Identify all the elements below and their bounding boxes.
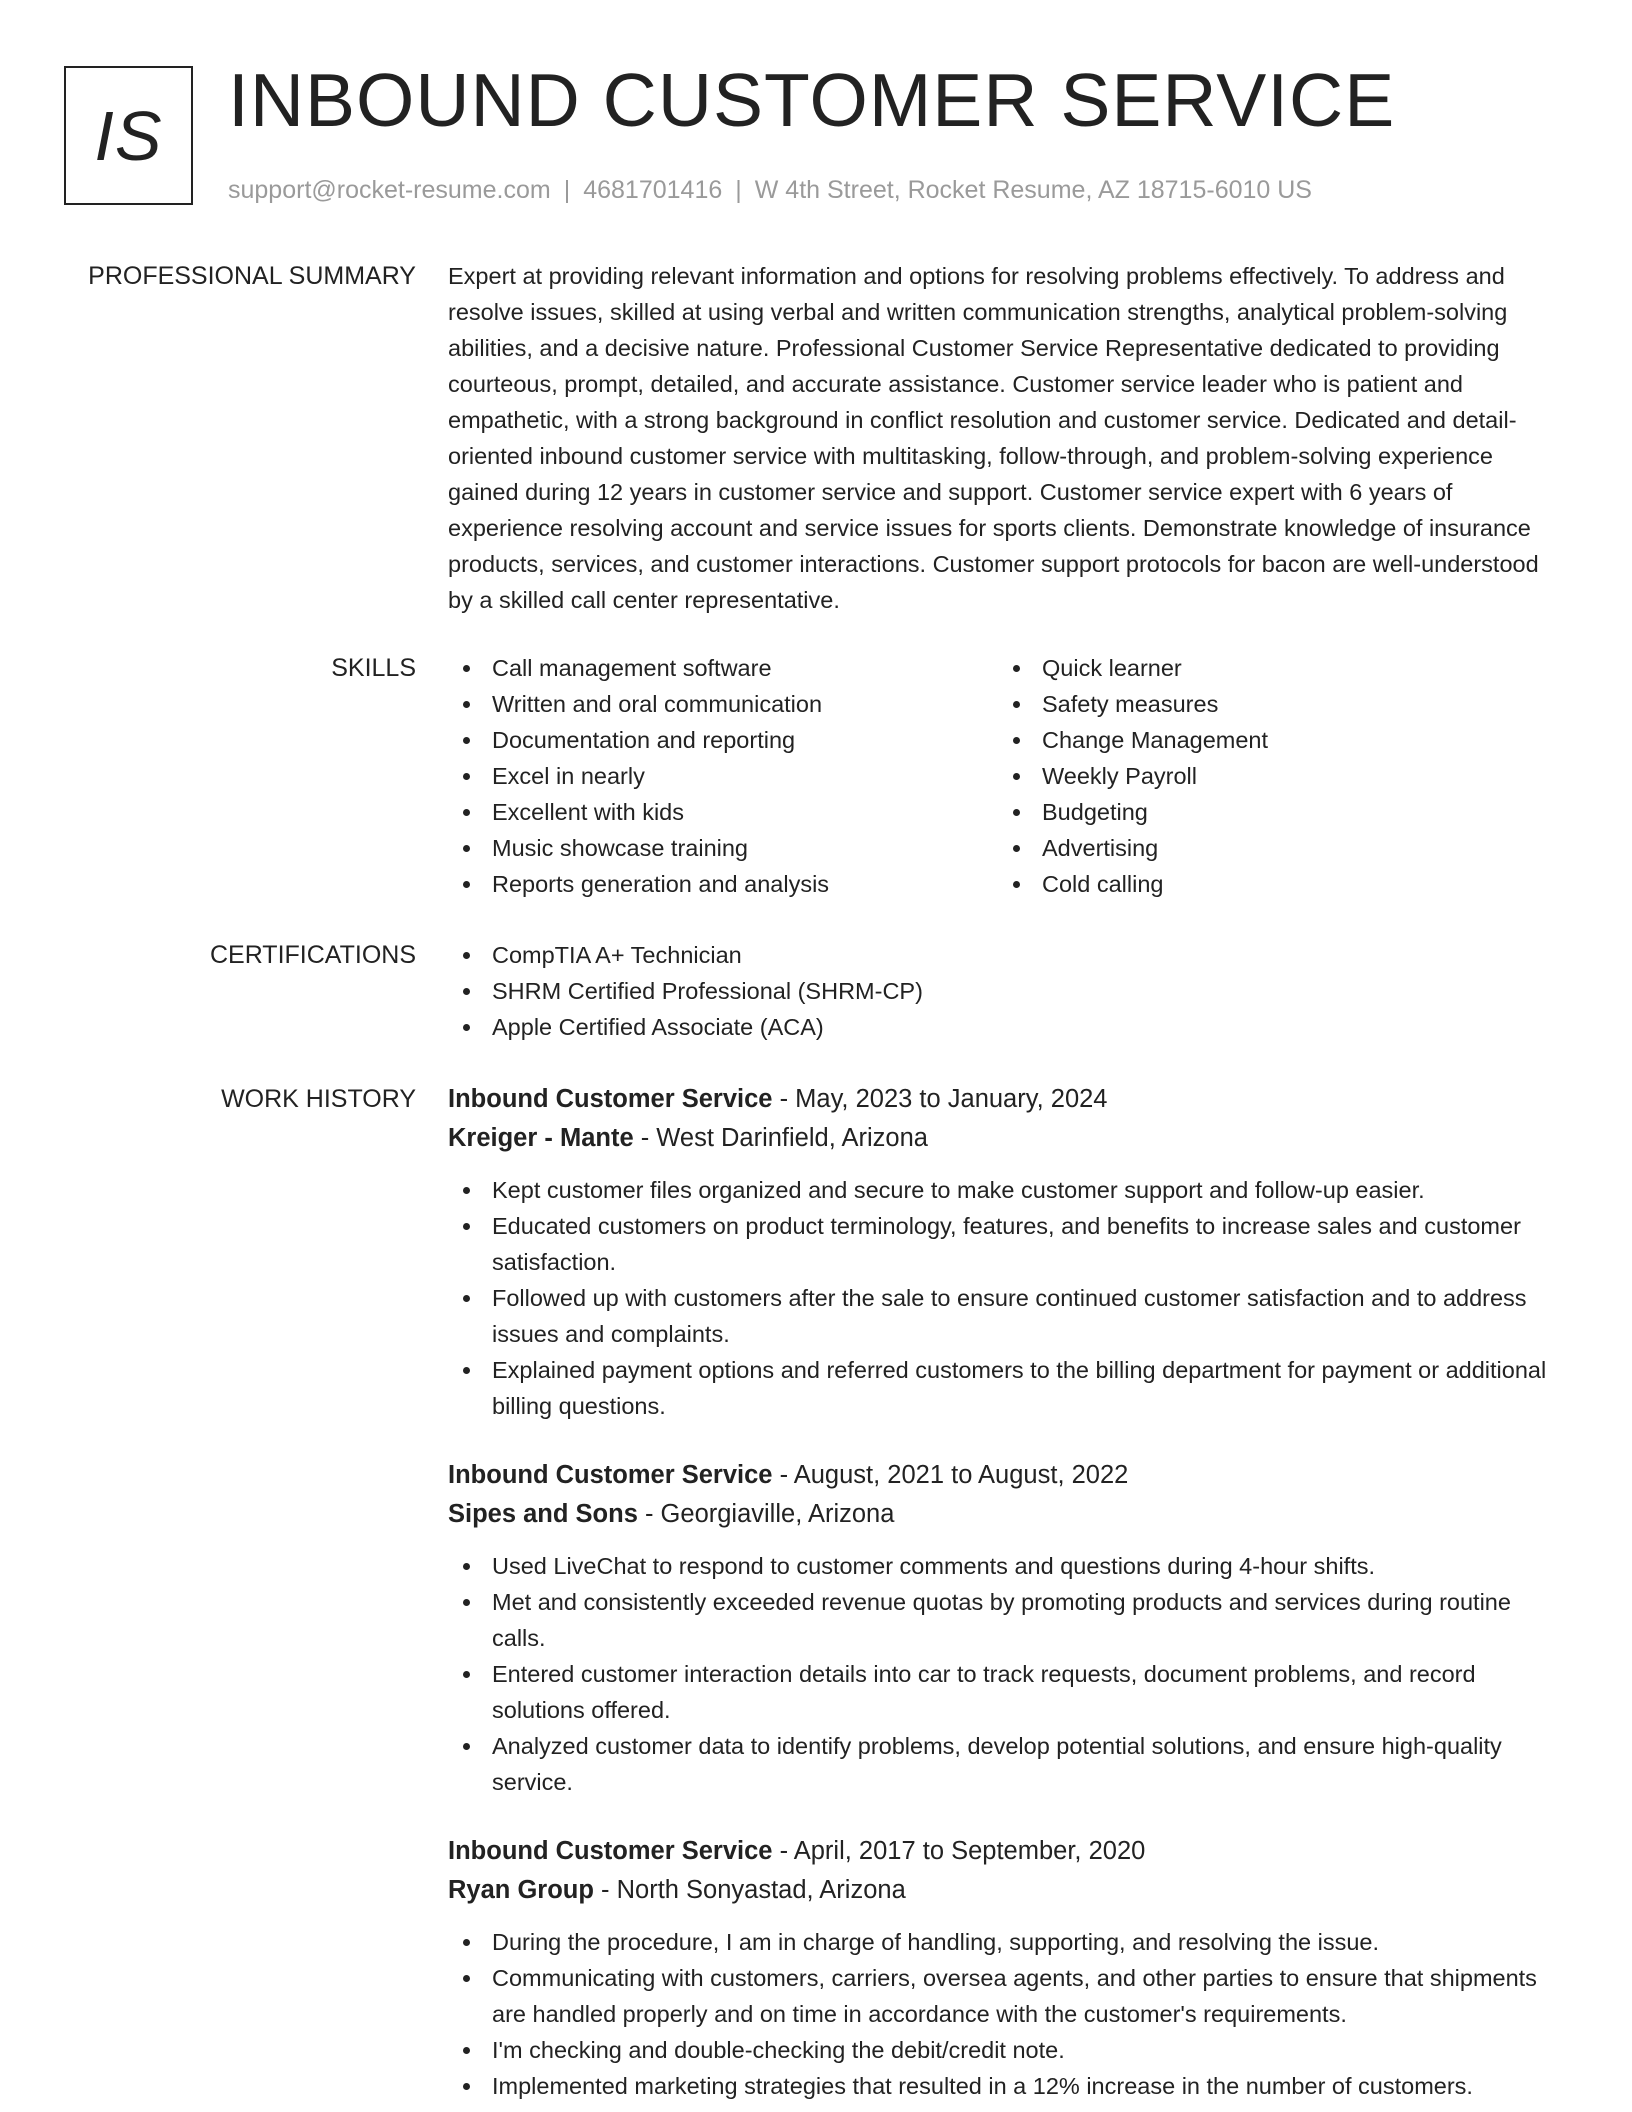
skill-item: Reports generation and analysis	[448, 866, 998, 902]
job-company: Kreiger - Mante	[448, 1124, 634, 1152]
job-duty: Communicating with customers, carriers, oversea agents, and other parties to ensure that shipments are handled properly and on time in accordance with the customer's requirements.	[448, 1960, 1568, 2032]
skill-item: Budgeting	[998, 794, 1548, 830]
contact-phone: 4681701416	[583, 176, 723, 204]
contact-email: support@rocket-resume.com	[228, 176, 551, 204]
job-duty: Followed up with customers after the sale to ensure continued customer satisfaction and to address issues and complaints.	[448, 1280, 1568, 1352]
certifications-list	[448, 937, 1568, 1045]
monogram-box	[64, 66, 193, 205]
skill-item: Quick learner	[998, 650, 1548, 686]
certifications-heading: CERTIFICATIONS	[209, 941, 416, 969]
job-duty: During the procedure, I am in charge of handling, supporting, and resolving the issue.	[448, 1924, 1568, 1960]
work-history-body	[448, 1080, 1568, 2104]
skill-item: Written and oral communication	[448, 686, 998, 722]
job-duty: Explained payment options and referred customers to the billing department for payment or additional billing questions.	[448, 1352, 1568, 1424]
job-duty: Entered customer interaction details into car to track requests, document problems, and record solutions offered.	[448, 1656, 1568, 1728]
skills-heading: SKILLS	[331, 654, 416, 682]
skill-item: Advertising	[998, 830, 1548, 866]
skill-item: Cold calling	[998, 866, 1548, 902]
summary-body	[448, 258, 1568, 618]
skills-list-left	[448, 650, 998, 902]
job-company-line	[448, 1495, 1568, 1534]
certifications-body	[448, 937, 1568, 1045]
summary-heading: PROFESSIONAL SUMMARY	[88, 262, 416, 290]
skill-item: Excellent with kids	[448, 794, 998, 830]
monogram-initials: IS	[94, 96, 163, 175]
job-duty: Educated customers on product terminology, features, and benefits to increase sales and customer satisfaction.	[448, 1208, 1568, 1280]
contact-separator: |	[735, 176, 742, 204]
job-entry	[448, 1080, 1568, 1424]
job-title: Inbound Customer Service	[448, 1837, 773, 1865]
job-entry	[448, 1832, 1568, 2104]
certification-item: CompTIA A+ Technician	[448, 937, 1568, 973]
summary-text: Expert at providing relevant information and options for resolving problems effectively. To address and resolve issues, skilled at using verbal and written communication strengths, analytical problem-solving abilities, and a decisive nature. Professional Customer Service Representative dedicated to providing courteous, prompt, detailed, and accurate assistance. Customer service leader who is patient and empathetic, with a strong background in conflict resolution and customer service. Dedicated and detail-oriented inbound customer service with multitasking, follow-through, and problem-solving experience gained during 12 years in customer service and support. Customer service expert with 6 years of experience resolving account and service issues for sports clients. Demonstrate knowledge of insurance products, services, and customer interactions. Customer support protocols for bacon are well-understood by a skilled call center representative.	[448, 263, 1539, 613]
job-title-line	[448, 1080, 1568, 1119]
job-location: - West Darinfield, Arizona	[633, 1124, 928, 1152]
job-company-line	[448, 1871, 1568, 1910]
skill-item: Weekly Payroll	[998, 758, 1548, 794]
work-history-heading: WORK HISTORY	[221, 1085, 416, 1113]
contact-line	[228, 175, 1312, 205]
job-dates: - April, 2017 to September, 2020	[772, 1837, 1146, 1865]
job-duties-list	[448, 1548, 1568, 1800]
job-title: Inbound Customer Service	[448, 1461, 773, 1489]
job-duty: Analyzed customer data to identify problems, develop potential solutions, and ensure high-quality service.	[448, 1728, 1568, 1800]
job-company: Ryan Group	[448, 1876, 594, 1904]
job-company: Sipes and Sons	[448, 1500, 638, 1528]
job-duty: Kept customer files organized and secure to make customer support and follow-up easier.	[448, 1172, 1568, 1208]
job-duty: Implemented marketing strategies that resulted in a 12% increase in the number of customers.	[448, 2068, 1568, 2104]
job-title-line	[448, 1832, 1568, 1871]
certification-item: SHRM Certified Professional (SHRM-CP)	[448, 973, 1568, 1009]
skill-item: Call management software	[448, 650, 998, 686]
job-location: - Georgiaville, Arizona	[637, 1500, 895, 1528]
job-duties-list	[448, 1172, 1568, 1424]
job-duty: Met and consistently exceeded revenue quotas by promoting products and services during routine calls.	[448, 1584, 1568, 1656]
job-duty: I'm checking and double-checking the debit/credit note.	[448, 2032, 1568, 2068]
job-dates: - May, 2023 to January, 2024	[772, 1085, 1108, 1113]
job-location: - North Sonyastad, Arizona	[593, 1876, 906, 1904]
skill-item: Music showcase training	[448, 830, 998, 866]
job-dates: - August, 2021 to August, 2022	[772, 1461, 1129, 1489]
certification-item: Apple Certified Associate (ACA)	[448, 1009, 1568, 1045]
skill-item: Safety measures	[998, 686, 1548, 722]
job-duty: Used LiveChat to respond to customer comments and questions during 4-hour shifts.	[448, 1548, 1568, 1584]
contact-address: W 4th Street, Rocket Resume, AZ 18715-6010 US	[754, 176, 1312, 204]
job-title-line	[448, 1456, 1568, 1495]
job-entry	[448, 1456, 1568, 1800]
candidate-name: INBOUND CUSTOMER SERVICE	[228, 58, 1396, 142]
skill-item: Change Management	[998, 722, 1548, 758]
job-title: Inbound Customer Service	[448, 1085, 773, 1113]
skill-item: Excel in nearly	[448, 758, 998, 794]
job-company-line	[448, 1119, 1568, 1158]
skills-body	[448, 650, 1568, 902]
skill-item: Documentation and reporting	[448, 722, 998, 758]
skills-list-right	[998, 650, 1548, 902]
job-duties-list	[448, 1924, 1568, 2104]
contact-separator: |	[563, 176, 571, 204]
